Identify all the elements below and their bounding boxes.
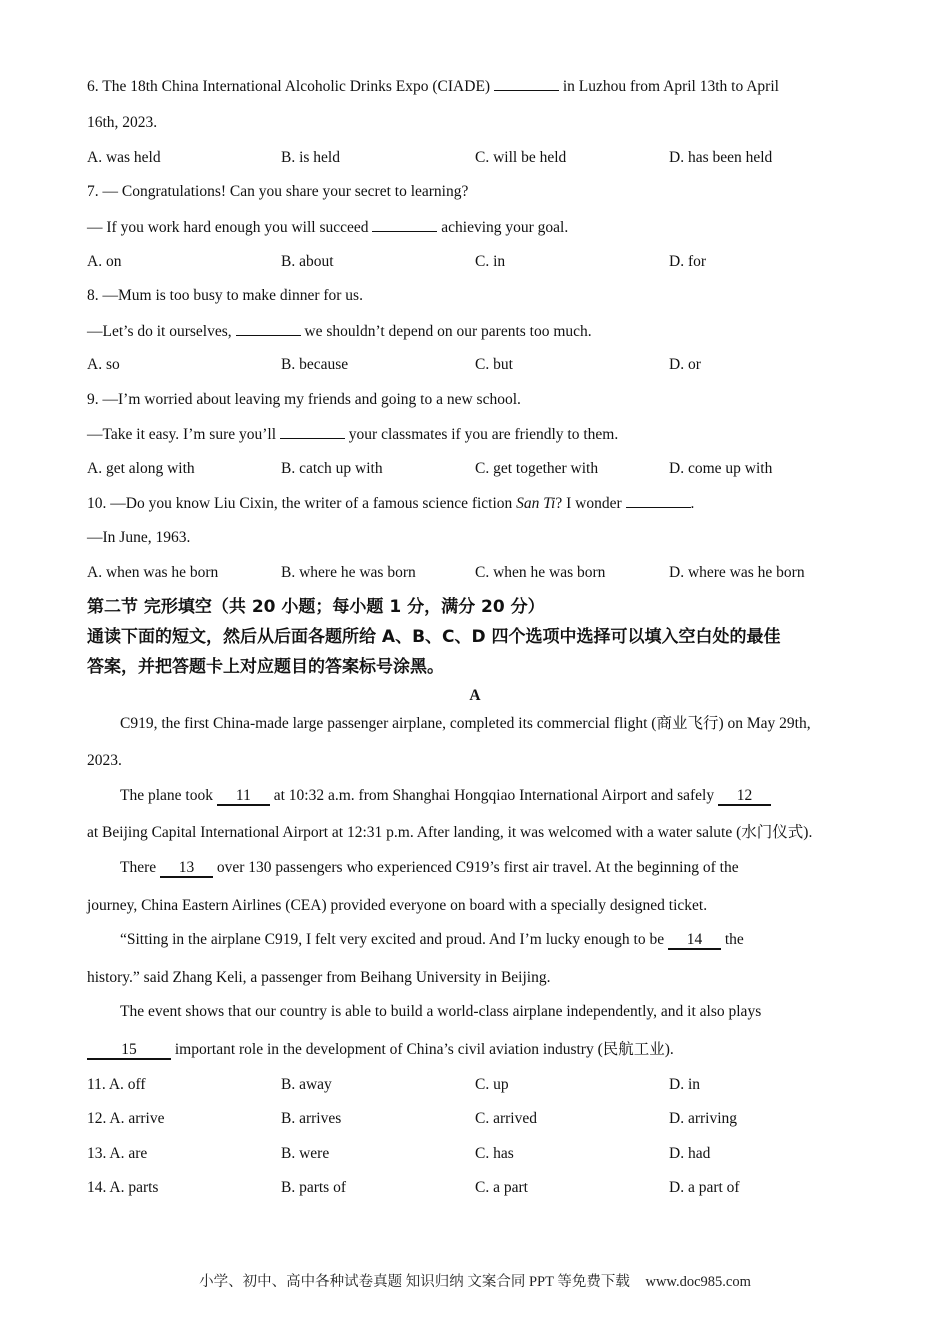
section-heading: 第二节 完形填空（共 20 小题；每小题 1 分，满分 20 分） xyxy=(87,597,545,617)
q9-reply: —Take it easy. I’m sure you’ll your classmates if you are friendly to them. xyxy=(87,426,619,443)
q11-option-a: 11. A. off xyxy=(87,1076,146,1093)
passage-paragraph-5-cont: 15 important role in the development of China’s civil aviation industry (民航工业). xyxy=(87,1040,674,1060)
q12-option-a: 12. A. arrive xyxy=(87,1110,165,1127)
blank-12: 12 xyxy=(718,788,771,806)
q8-stem: 8. —Mum is too busy to make dinner for us. xyxy=(87,287,363,304)
blank-15: 15 xyxy=(87,1042,171,1060)
q10-option-a: A. when was he born xyxy=(87,564,219,581)
passage-paragraph-3: There 13 over 130 passengers who experienced C919’s first air travel. At the beginning of the xyxy=(120,859,739,876)
q14-option-a: 14. A. parts xyxy=(87,1179,159,1196)
q10-reply: —In June, 1963. xyxy=(87,529,191,546)
q8-option-c: C. but xyxy=(475,356,513,373)
answer-blank xyxy=(494,76,559,91)
passage-paragraph-2: The plane took 11 at 10:32 a.m. from Shanghai Hongqiao International Airport and safely 12 xyxy=(120,786,771,806)
answer-blank xyxy=(236,321,301,336)
passage-paragraph-4: “Sitting in the airplane C919, I felt very excited and proud. And I’m lucky enough to be 14 the xyxy=(120,931,744,948)
q13-option-a: 13. A. are xyxy=(87,1145,148,1162)
q7-option-b: B. about xyxy=(281,253,334,270)
q13-option-b: B. were xyxy=(281,1145,330,1162)
q9-option-a: A. get along with xyxy=(87,460,195,477)
q8-option-a: A. so xyxy=(87,356,120,373)
q11-option-d: D. in xyxy=(669,1076,700,1093)
passage-paragraph-1-cont: 2023. xyxy=(87,752,122,769)
q6-stem-cont: 16th, 2023. xyxy=(87,114,158,131)
q7-option-d: D. for xyxy=(669,253,707,270)
q6-option-b: B. is held xyxy=(281,149,340,166)
section-instruction-cont: 答案，并把答题卡上对应题目的答案标号涂黑。 xyxy=(87,657,444,677)
q10-option-b: B. where he was born xyxy=(281,564,416,581)
book-title: San Ti xyxy=(516,495,556,512)
q12-option-d: D. arriving xyxy=(669,1110,738,1127)
q12-option-b: B. arrives xyxy=(281,1110,342,1127)
q11-option-b: B. away xyxy=(281,1076,332,1093)
blank-13: 13 xyxy=(160,860,213,878)
q9-option-c: C. get together with xyxy=(475,460,599,477)
blank-11: 11 xyxy=(217,788,270,806)
q10-option-d: D. where was he born xyxy=(669,564,805,581)
q8-option-b: B. because xyxy=(281,356,349,373)
q6-stem: 6. The 18th China International Alcoholic Drinks Expo (CIADE) in Luzhou from April 13th to April xyxy=(87,78,779,95)
blank-14: 14 xyxy=(668,932,721,950)
q7-option-a: A. on xyxy=(87,253,122,270)
q7-reply: — If you work hard enough you will succeed achieving your goal. xyxy=(87,219,569,236)
section-instruction: 通读下面的短文，然后从后面各题所给 A、B、C、D 四个选项中选择可以填入空白处的最佳 xyxy=(87,627,781,647)
q9-option-b: B. catch up with xyxy=(281,460,383,477)
passage-paragraph-5: The event shows that our country is able to build a world-class airplane independently, and it also plays xyxy=(120,1003,762,1020)
q9-stem: 9. —I’m worried about leaving my friends and going to a new school. xyxy=(87,391,521,408)
q14-option-c: C. a part xyxy=(475,1179,528,1196)
q8-reply: —Let’s do it ourselves, we shouldn’t depend on our parents too much. xyxy=(87,323,592,340)
passage-paragraph-1: C919, the first China-made large passenger airplane, completed its commercial flight (商业飞行) on May 29th, xyxy=(120,715,811,732)
q12-option-c: C. arrived xyxy=(475,1110,537,1127)
q10-option-c: C. when he was born xyxy=(475,564,606,581)
q8-option-d: D. or xyxy=(669,356,701,373)
q7-option-c: C. in xyxy=(475,253,506,270)
answer-blank xyxy=(280,424,345,439)
q13-option-c: C. has xyxy=(475,1145,514,1162)
q6-option-c: C. will be held xyxy=(475,149,567,166)
footer-link[interactable]: www.doc985.com xyxy=(645,1274,751,1290)
passage-paragraph-4-cont: history.” said Zhang Keli, a passenger from Beihang University in Beijing. xyxy=(87,969,551,986)
q11-option-c: C. up xyxy=(475,1076,509,1093)
passage-label: A xyxy=(469,687,481,704)
q6-option-d: D. has been held xyxy=(669,149,773,166)
q9-option-d: D. come up with xyxy=(669,460,773,477)
passage-paragraph-3-cont: journey, China Eastern Airlines (CEA) provided everyone on board with a specially designed ticket. xyxy=(87,897,708,914)
page-footer xyxy=(0,1270,950,1291)
q7-stem: 7. — Congratulations! Can you share your secret to learning? xyxy=(87,183,469,200)
answer-blank xyxy=(372,217,437,232)
q14-option-d: D. a part of xyxy=(669,1179,740,1196)
footer-text: 小学、初中、高中各种试卷真题 知识归纳 文案合同 PPT 等免费下载 xyxy=(199,1274,630,1290)
answer-blank xyxy=(626,493,691,508)
q14-option-b: B. parts of xyxy=(281,1179,347,1196)
q10-stem: 10. —Do you know Liu Cixin, the writer of a famous science fiction San Ti? I wonder . xyxy=(87,495,695,512)
q6-option-a: A. was held xyxy=(87,149,161,166)
q13-option-d: D. had xyxy=(669,1145,711,1162)
passage-paragraph-2-cont: at Beijing Capital International Airport at 12:31 p.m. After landing, it was welcomed with a water salute (水门仪式). xyxy=(87,824,813,841)
